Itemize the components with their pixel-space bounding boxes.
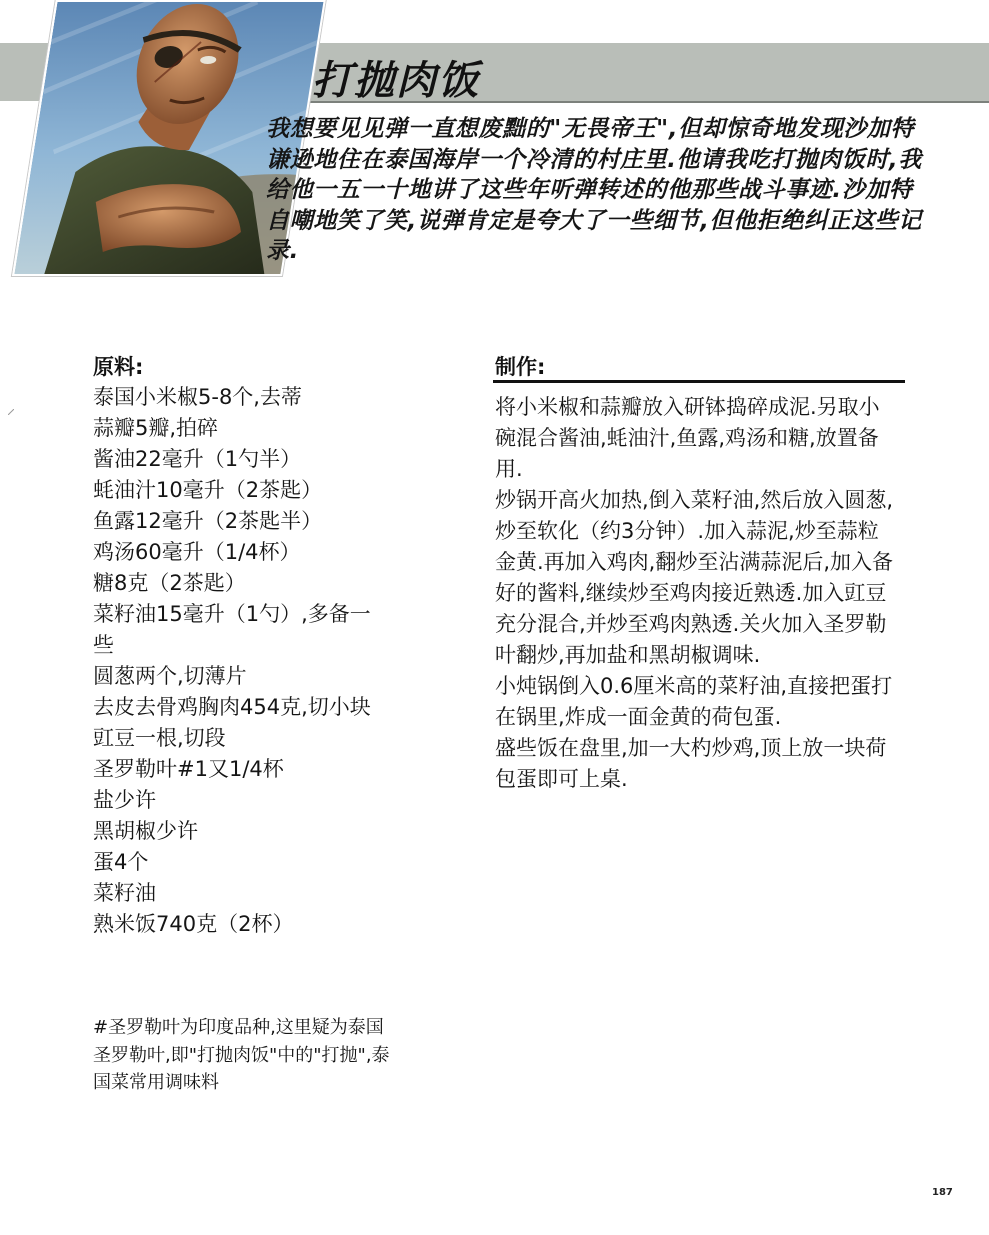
ingredient-item: 泰国小米椒5-8个,去蒂 bbox=[93, 385, 302, 409]
ingredients-list bbox=[93, 382, 383, 940]
ingredient-item: 蒜瓣5瓣,拍碎 bbox=[93, 416, 219, 440]
page-number: 187 bbox=[932, 1187, 953, 1198]
ingredient-item: 酱油22毫升（1勺半） bbox=[93, 447, 302, 471]
method-steps bbox=[495, 392, 895, 795]
crop-mark-icon bbox=[8, 409, 14, 415]
ingredient-item: 圣罗勒叶#1又1/4杯 bbox=[93, 757, 284, 781]
ingredient-item: 鸡汤60毫升（1/4杯） bbox=[93, 540, 301, 564]
ingredient-item: 蛋4个 bbox=[93, 850, 149, 874]
ingredient-item: 糖8克（2茶匙） bbox=[93, 571, 246, 595]
ingredient-item: 盐少许 bbox=[93, 788, 156, 812]
ingredients-heading: 原料: bbox=[93, 355, 144, 379]
method-heading: 制作: bbox=[495, 355, 546, 379]
recipe-intro: 我想要见见弹一直想废黜的"无畏帝王",但却惊奇地发现沙加特谦逊地住在泰国海岸一个冷清的村庄里.他请我吃打抛肉饭时,我给他一五一十地讲了这些年听弹转述的他那些战斗事迹.沙加特自嘲地笑了笑,说弹肯定是夸大了一些细节,但他拒绝纠正这些记录. bbox=[266, 116, 922, 264]
ingredient-item: 豇豆一根,切段 bbox=[93, 726, 226, 750]
method-step: 盛些饭在盘里,加一大杓炒鸡,顶上放一块荷包蛋即可上桌. bbox=[495, 736, 887, 791]
ingredient-item: 蚝油汁10毫升（2茶匙） bbox=[93, 478, 323, 502]
ingredient-item: 菜籽油 bbox=[93, 881, 156, 905]
footnote: #圣罗勒叶为印度品种,这里疑为泰国圣罗勒叶,即"打抛肉饭"中的"打抛",泰国菜常用调味料 bbox=[93, 1017, 390, 1093]
method-step: 炒锅开高火加热,倒入菜籽油,然后放入圆葱,炒至软化（约3分钟）.加入蒜泥,炒至蒜粒金黄.再加入鸡肉,翻炒至沾满蒜泥后,加入备好的酱料,继续炒至鸡肉接近熟透.加入豇豆充分混合,并炒至鸡肉熟透.关火加入圣罗勒叶翻炒,再加盐和黑胡椒调味. bbox=[495, 488, 894, 667]
method-step: 小炖锅倒入0.6厘米高的菜籽油,直接把蛋打在锅里,炸成一面金黄的荷包蛋. bbox=[495, 674, 893, 729]
ingredient-item: 鱼露12毫升（2茶匙半） bbox=[93, 509, 323, 533]
method-step: 将小米椒和蒜瓣放入研钵捣碎成泥.另取小碗混合酱油,蚝油汁,鱼露,鸡汤和糖,放置备用. bbox=[495, 395, 880, 481]
ingredient-item: 菜籽油15毫升（1勺）,多备一些 bbox=[93, 602, 371, 657]
recipe-title: 打抛肉饭 bbox=[312, 58, 480, 104]
ingredient-item: 熟米饭740克（2杯） bbox=[93, 912, 294, 936]
method-rule bbox=[493, 380, 905, 383]
ingredient-item: 去皮去骨鸡胸肉454克,切小块 bbox=[93, 695, 371, 719]
ingredient-item: 黑胡椒少许 bbox=[93, 819, 198, 843]
ingredient-item: 圆葱两个,切薄片 bbox=[93, 664, 247, 688]
